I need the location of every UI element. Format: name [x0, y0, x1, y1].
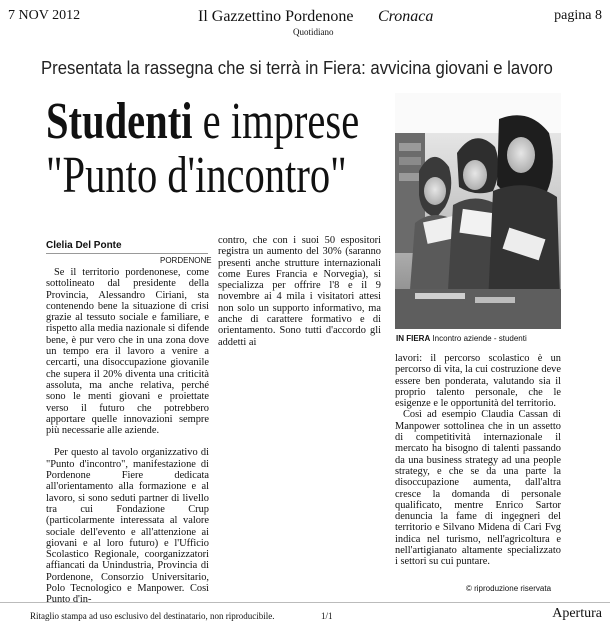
- byline: Clelia Del Ponte: [46, 240, 122, 251]
- copyright-note: © riproduzione riservata: [466, 584, 552, 593]
- publication-date: 7 NOV 2012: [8, 8, 81, 23]
- dateline-place: PORDENONE: [160, 256, 212, 265]
- headline-bold-word: Studenti: [46, 93, 193, 150]
- footer-article-type: Apertura: [552, 606, 602, 621]
- section-name: Cronaca: [378, 8, 434, 25]
- article-kicker: Presentata la rassegna che si terrà in Fiera: avvicina giovani e lavoro: [41, 58, 553, 78]
- page-number: pagina 8: [554, 8, 602, 23]
- caption-text: Incontro aziende - studenti: [430, 334, 527, 343]
- event-photo: [395, 93, 561, 329]
- newspaper-frequency: Quotidiano: [293, 27, 334, 37]
- photo-caption: [396, 334, 527, 343]
- photo-image: [395, 93, 561, 329]
- headline-rest: e imprese: [192, 93, 360, 150]
- paragraph: contro, che con i suoi 50 espositori registra un aumento del 30% (saranno presenti anche strutture internazionali come Eures Francia e Norvegia), si specializza per offrire l'8 e il 9 novembre ai 4 mila i visitatori attesi non solo un supporto informativo, ma anche di carattere formativo e di orientamento. Sono tutti d'accordo gli addetti ai: [218, 235, 381, 348]
- article-column-3: [395, 353, 561, 568]
- newspaper-name: Il Gazzettino Pordenone: [198, 8, 354, 25]
- footer-disclaimer: Ritaglio stampa ad uso esclusivo del destinatario, non riproducibile.: [30, 611, 275, 621]
- article-column-1: [46, 267, 209, 606]
- caption-label: IN FIERA: [396, 334, 431, 343]
- paragraph: Se il territorio pordenonese, come sottolineato dal presidente della Provincia, Alessandro Ciriani, sta contenendo bene la situazione di crisi grazie al tessuto sociale e familiare, e rispetto alla media nazionale si difende bene, è pur vero che in una zona dove un tempo era il lavoro a venire a cercarti, una disoccupazione giovanile che supera il 20% diventa una criticità assoluta, ma anche relativa, perché sono le menti giovani e proiettate verso il futuro che potrebbero apportare quelle innovazioni sempre più necessarie alle aziende.: [46, 267, 209, 437]
- paragraph: lavori: il percorso scolastico è un percorso di vita, la cui costruzione deve essere ben ponderata, valutando sia il proprio talento personale, che le esigenze e le opportunità del territorio.: [395, 353, 561, 410]
- footer-page-count: 1/1: [321, 611, 333, 621]
- footer-divider: [0, 602, 610, 603]
- headline-line-2: "Punto d'incontro": [46, 147, 347, 204]
- paragraph: Per questo al tavolo organizzativo di "Punto d'incontro", manifestazione di Pordenone Fiere dedicata all'orientamento alla formazione e al lavoro, si sono seduti partner di livello tra cui Fondazione Crup (particolarmente interessata al valore sociale dell'evento e all'attenzione ai giovani e al loro futuro) e l'Ufficio Scolastico Regionale, coorganizzatori affiancati da Unindustria, Provincia di Pordenone, Consorzio Universitario, Polo Tecnologico e Manpower. Così Punto d'in-: [46, 447, 209, 606]
- paragraph: Così ad esempio Claudia Cassan di Manpower sottolinea che in un assetto di competitività internazionale il mercato ha bisogno di talenti passando da una business strategy ad una people strategy, e che se da una parte la disoccupazione aumenta, dall'altra cresce la domanda di personale qualificato, mentre Enrico Sartor denuncia la fame di ingegneri del territorio e Silvano Midena di Cari Fvg indica nel turismo, nell'agricoltura e nell'artigianato altamente specializzato i settori su cui puntare.: [395, 409, 561, 568]
- byline-rule: [46, 253, 208, 254]
- headline-line-1: [46, 93, 360, 150]
- article-column-2: [218, 235, 381, 348]
